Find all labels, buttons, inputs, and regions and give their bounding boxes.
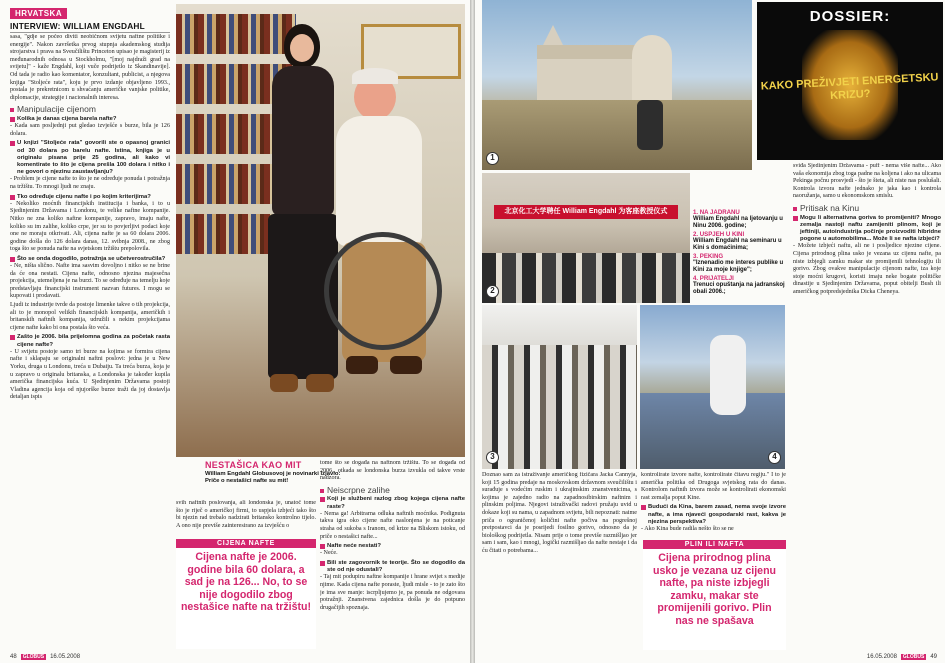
right-column-3 [793,163,941,652]
dossier-box [757,2,943,160]
col1-qa [10,116,170,402]
stone-ground [482,100,752,170]
interview-question: Nafte neće nestati? [320,543,465,550]
interview-answer: - Kada sam posljednji put gledao izvješće s burze, bila je 126 dolara. [10,123,170,137]
caption-heading: 1. NA JADRANU [693,209,740,216]
man-shoe [346,356,378,374]
col-b-intro [641,472,786,502]
interview-question: Kolika je danas cijena barela nafte? [10,116,170,123]
interview-answer: - Možete izbjeći naftu, ali ne i posljedice njezine cijene. Cijena prirodnog plina usko je vezana uz cijenu nafte, pa niste izbjegli zamku makar ste promijenili tehnologiju ili gorivo. Zbog ovakve manipulacije cijenom nafte, iza koje stoje moćni krugovi, koristi imaju neke bogate političke dinastije u Sjedinjenim Državama, poput obitelji Bush ili američkog potpredsjednika Dicka Cheneya. [793,243,941,295]
col1-intro [10,34,170,102]
interview-answer: - Problem je cijene nafte to što je ne određuje ponuda i potražnja na tržištu. To mnogi ljudi ne znaju. [10,176,170,190]
body-paragraph: kontrolirate izvore nafte, kontrolirate čitavu regiju." I to je američka politika od Drugoga svjetskog rata do danas. Kontrolom naftnih izvora može se kontrolirati ekonomski rast zemalja poput Kine. [641,472,786,501]
issue-date: 16.05.2008 [50,654,81,660]
left-page [0,0,470,663]
left-column-3 [320,460,465,650]
pull-quote-cijena [176,539,316,649]
pull-quote-text: Cijena nafte je 2006. godine bila 60 dolara, a sad je na 126... No, to se nije dogodilo zbog nestašice nafte na tržištu! [180,551,312,614]
crowd [482,345,637,469]
photo-number: 3 [486,451,499,464]
beijing-photo [482,305,637,469]
caption-text: "Iznenadio me interes publike u Kini za moje knjige"; [693,260,784,273]
photo-number: 4 [768,451,781,464]
photo-caption-text: William Engdahl Globusovoj je novinarki izjavio: Priče o nestašici nafte su mit! [205,471,341,484]
pull-quote-label: PLIN ILI NAFTA [684,541,745,548]
chinese-banner: 北京化工大学聘任 William Engdahl 为客座教授仪式 [494,205,678,219]
group-of-people [482,253,690,303]
magazine-brand: GLOBUS [22,654,45,660]
interview-answer: - Nema ga! Arbitrarna odluka naftnih moćnika. Podignuta takva igra oko cijene nafte naslonjena je na poticanje straha od sukoba s Iranom, od krize na Bliskom istoku, od priče o nestašici nafte... [320,510,465,540]
subhead-manipulacije: Manipulacije cijenom [10,106,170,114]
interview-answer: - Ne, ništa slično. Nafte ima sasvim dovoljno i nitko se ne brine da će ona nestati. Cijena nafte, odnosno njezina majesečna projekcija, utemeljena je na burzi. To se određuje na temelju koje predstavljaju financijski instrument nazvan futures. I mogu se kupovati i prodavati. [10,263,170,300]
dossier-subtitle: KAKO PREŽIVJETI ENERGETSKU KRIZU? [760,71,939,103]
man-hair [352,68,398,84]
col-c-qa [793,215,941,297]
bookshelf [176,14,296,54]
man-shirt [336,116,422,246]
interview-answer: - U svijetu postoje samo tri burze na kojima se formira cijena nafte i sklapaju se originalni naftni poslovi: jedna je u New Yorku, druga u Londonu, treća u Dubaiju. Ta treća burza, koja je u zapravo u originalu britanska, a Londonska je također kupila američka financijska kuća. U Sjedinjenim Državama postoji Vladina agencija koja od njujorške burze traži da joj dostavlja detaljan ispis [10,348,170,401]
left-column-2 [176,500,316,530]
pull-quote-text: Cijena prirodnog plina usko je vezana uz cijenu nafte, pa niste izbjegli zamku, makar ste promijenili gorivo. Plin nas ne spašava [652,552,777,627]
woman-boot [270,374,298,392]
right-page [475,0,945,663]
caption-text: William Engdahl na seminaru u Kini s domaćinima; [693,238,782,251]
woman-boot [306,374,334,392]
subhead-pritisak: Pritisak na Kinu [793,205,941,213]
lecture-photo [482,173,690,303]
interview-question: Što se onda dogodilo, potražnja se učetverostručila? [10,256,170,263]
folio-right [867,654,937,660]
page-number: 49 [930,654,937,660]
interview-question: Budući da Kina, barem zasad, nema svoje izvore nafte, a ima njaveći gospodarski rast, kakva je njezina perspektiva? [641,504,786,526]
interview-answer: - Ako Kina bude radila nešto što se ne [641,525,734,532]
interview-answer: Ljudi iz industrije tvrde da postoje limenke takve o tih projekcija, ali to je monopol velikih financijskih kompanija, američkih i britanskih naftnih kompanija, udružili s nekim projekcijama cijene nafte kako bi ona postala što veća. [10,302,170,331]
portrait-photo [176,4,465,457]
church-photo [482,0,752,170]
person-figure [710,335,746,415]
section-tag: HRVATSKA [10,8,67,19]
body-paragraph: Doznao sam za istraživanje američkog fizičara Jacka Cannyja, koji 15 godina predaje na moskovskom državnom sveučilištu i surađuje s vodećim ruskim i ukrajinskim znanstvenicima, s kojima je zajedno radio na zapadnosibirskim naftnim i plinskim poljima. Njegovi istraživački radovi pružaju uvid u dokaze koji su nama, u zapadnom svijetu, bili nepoznati: naime priča o ograničenoj količini nafte počiva na pogrešnoj pretpostavci da je posrijedi fosilno gorivo, odnosno da je biološkog podrijetla. Nisam prije o tome previše razmišljao jer sam i sam, kao i mnogi, logički razmišljao da nafte nestaje i da ću čitati o potrebama... [482,472,637,554]
page-number: 48 [10,654,17,660]
coast-photo [640,305,785,469]
church-building [537,45,647,100]
interview-question: Tko određuje cijenu nafte i po kojim kriterijima? [10,194,170,201]
col3-qa [320,496,465,612]
col-b-qa [641,504,786,532]
interview-answer: - Taj mit podupiru naftne kompanije i hrane svijet s medije njime. Kada cijena nafte poraste, ljudi misle - to je zato što je ima sve manje: iscrpljujemo je, pa ponuda ne odgovara potražnji. Znanstvena zajednica došla je do potpuno drugačijih spoznaja. [320,574,465,611]
interview-answer: - Nekoliko moćnih financijskih institucija i banka, i to u Sjedinjenim Državama i Londonu, te velike naftne kompanije. Nitko ne zna koliko naftne kompanije, zapravo, imaju nafte, koliko su im zalihe, koliko crpe, jer su to povjerljivi podaci koje one ne moraju otkrivati. Ali, cijena nafte je sa 60 dolara 2006. godine došla do 126 dolara danas, 12. svibnja 2008., ne zbog toga što se ponuda nafte na svjetskom tržištu prepolovila. [10,200,170,253]
caption-heading: 2. USPJEH U KINI [693,231,745,238]
interview-heading: INTERVIEW: WILLIAM ENGDAHL [10,21,170,33]
church-apse [632,35,672,100]
body-paragraph: sviđa Sjedinjenim Državama - puff - nema više nafte... Ako vaša ekonomija zbog toga padne na koljena i ako na ulicama Pekinga počnu prosvjedi - što je šteta, ali niste nas poslušali. Kontrola izvora nafte jednako je jaka kao i kontrola naoružanja, samo u ekonomskom smislu. [793,163,941,200]
issue-date: 16.05.2008 [866,654,897,660]
woman-dress [272,66,334,216]
interview-question: Koji je službeni razlog zbog kojega cijena nafte raste? [320,496,465,510]
dossier-title: DOSSIER: [809,8,891,25]
photo-number: 2 [486,285,499,298]
subhead-zalihe: Neiscrpne zalihe [320,487,465,495]
right-column-2 [641,472,786,532]
wheelchair-wheel [324,232,442,350]
interview-answer: - Neće. [320,550,338,557]
woman-face [290,34,314,62]
photo-caption-title: NESTAŠICA KAO MIT [205,460,302,470]
caption-heading: 4. PRIJATELJI [693,275,734,282]
folio-left [10,654,80,660]
photo-number: 1 [486,152,499,165]
col-c-intro [793,163,941,201]
body-paragraph: svih naftnih poslovanja, ali londonska je, unatoč tome što je riječ o američkoj firmi, to uspjela izbjeći tako što bi njezin rad trebalo nadzirati britansko kontrolno tijelo. A ono nije previše zainteresirano za izvješću o [176,500,316,529]
magazine-brand: GLOBUS [902,654,925,660]
pull-quote-label: CIJENA NAFTE [217,540,275,547]
body-paragraph: tome što se događa na naftnom tržištu. To se događa od 2006., otkada se londonska burza izvukla od takve vrste nadzora. [320,460,465,482]
interview-question: Mogu li alternativna goriva to promijeniti? Mnogo zemalja nastoji naftu zamijeniti plinom, koji je jeftiniji, autoindustrija počinje proizvoditi hibridne pogone u automobilima... Može li se nafta izbjeći? [793,215,941,244]
right-column-1 [482,472,637,652]
body-paragraph: sasa, "gdje se počeo diviti neobičnom svijetu naftne politike i energije". Nakon završetka prvog stupnja akademskog studija strojarstva i prava na Sveučilištu Princeton upisao je magisterij iz međunarodnih odnosa u Stockholmu, "[moj najdraži grad na svijetu]" - kaže Engdahl, koji vuče podrijetlo iz Skandinavije]. Od tada je radio kao komentator, konzultant, publicist, a njegova knjiga "Stoljeće rata", koju je prvo izdanje objavljeno 1993., postala je prekretnicom u shvaćanju američke vanjske politike, diplomacije, strategije i nacionalnih interesa. [10,34,170,101]
caption-heading: 3. PEKING [693,253,724,260]
man-shoe [390,356,422,374]
col3-intro [320,460,465,483]
left-column-1 [10,34,170,652]
interview-question: Bili ste zagovornik te teorije. Što se dogodilo da ste od nje odustali? [320,560,465,574]
caption-text: Trenuci opuštanja na jadranskoj obali 2006.; [693,282,785,295]
man-in-wheelchair [637,100,663,150]
photo-captions [693,208,789,296]
pull-quote-plin [643,540,786,650]
caption-text: William Engdahl na ljetovanju u Ninu 2006. godine; [693,216,783,229]
interview-question: U knjizi "Stoljeće rata" govorili ste o opasnoj granici od 30 dolara po barelu nafte. Istina, knjiga je u originalu pisana prije 25 godina, ali kako vi komentirate to što je cijena prešla 100 dolara i nitko i ne govori o njezinu zaustavljanju? [10,140,170,176]
church-roof [542,25,564,47]
interview-question: Zašto je 2006. bila prijelomna godina za početak rasta cijene nafte? [10,334,170,348]
